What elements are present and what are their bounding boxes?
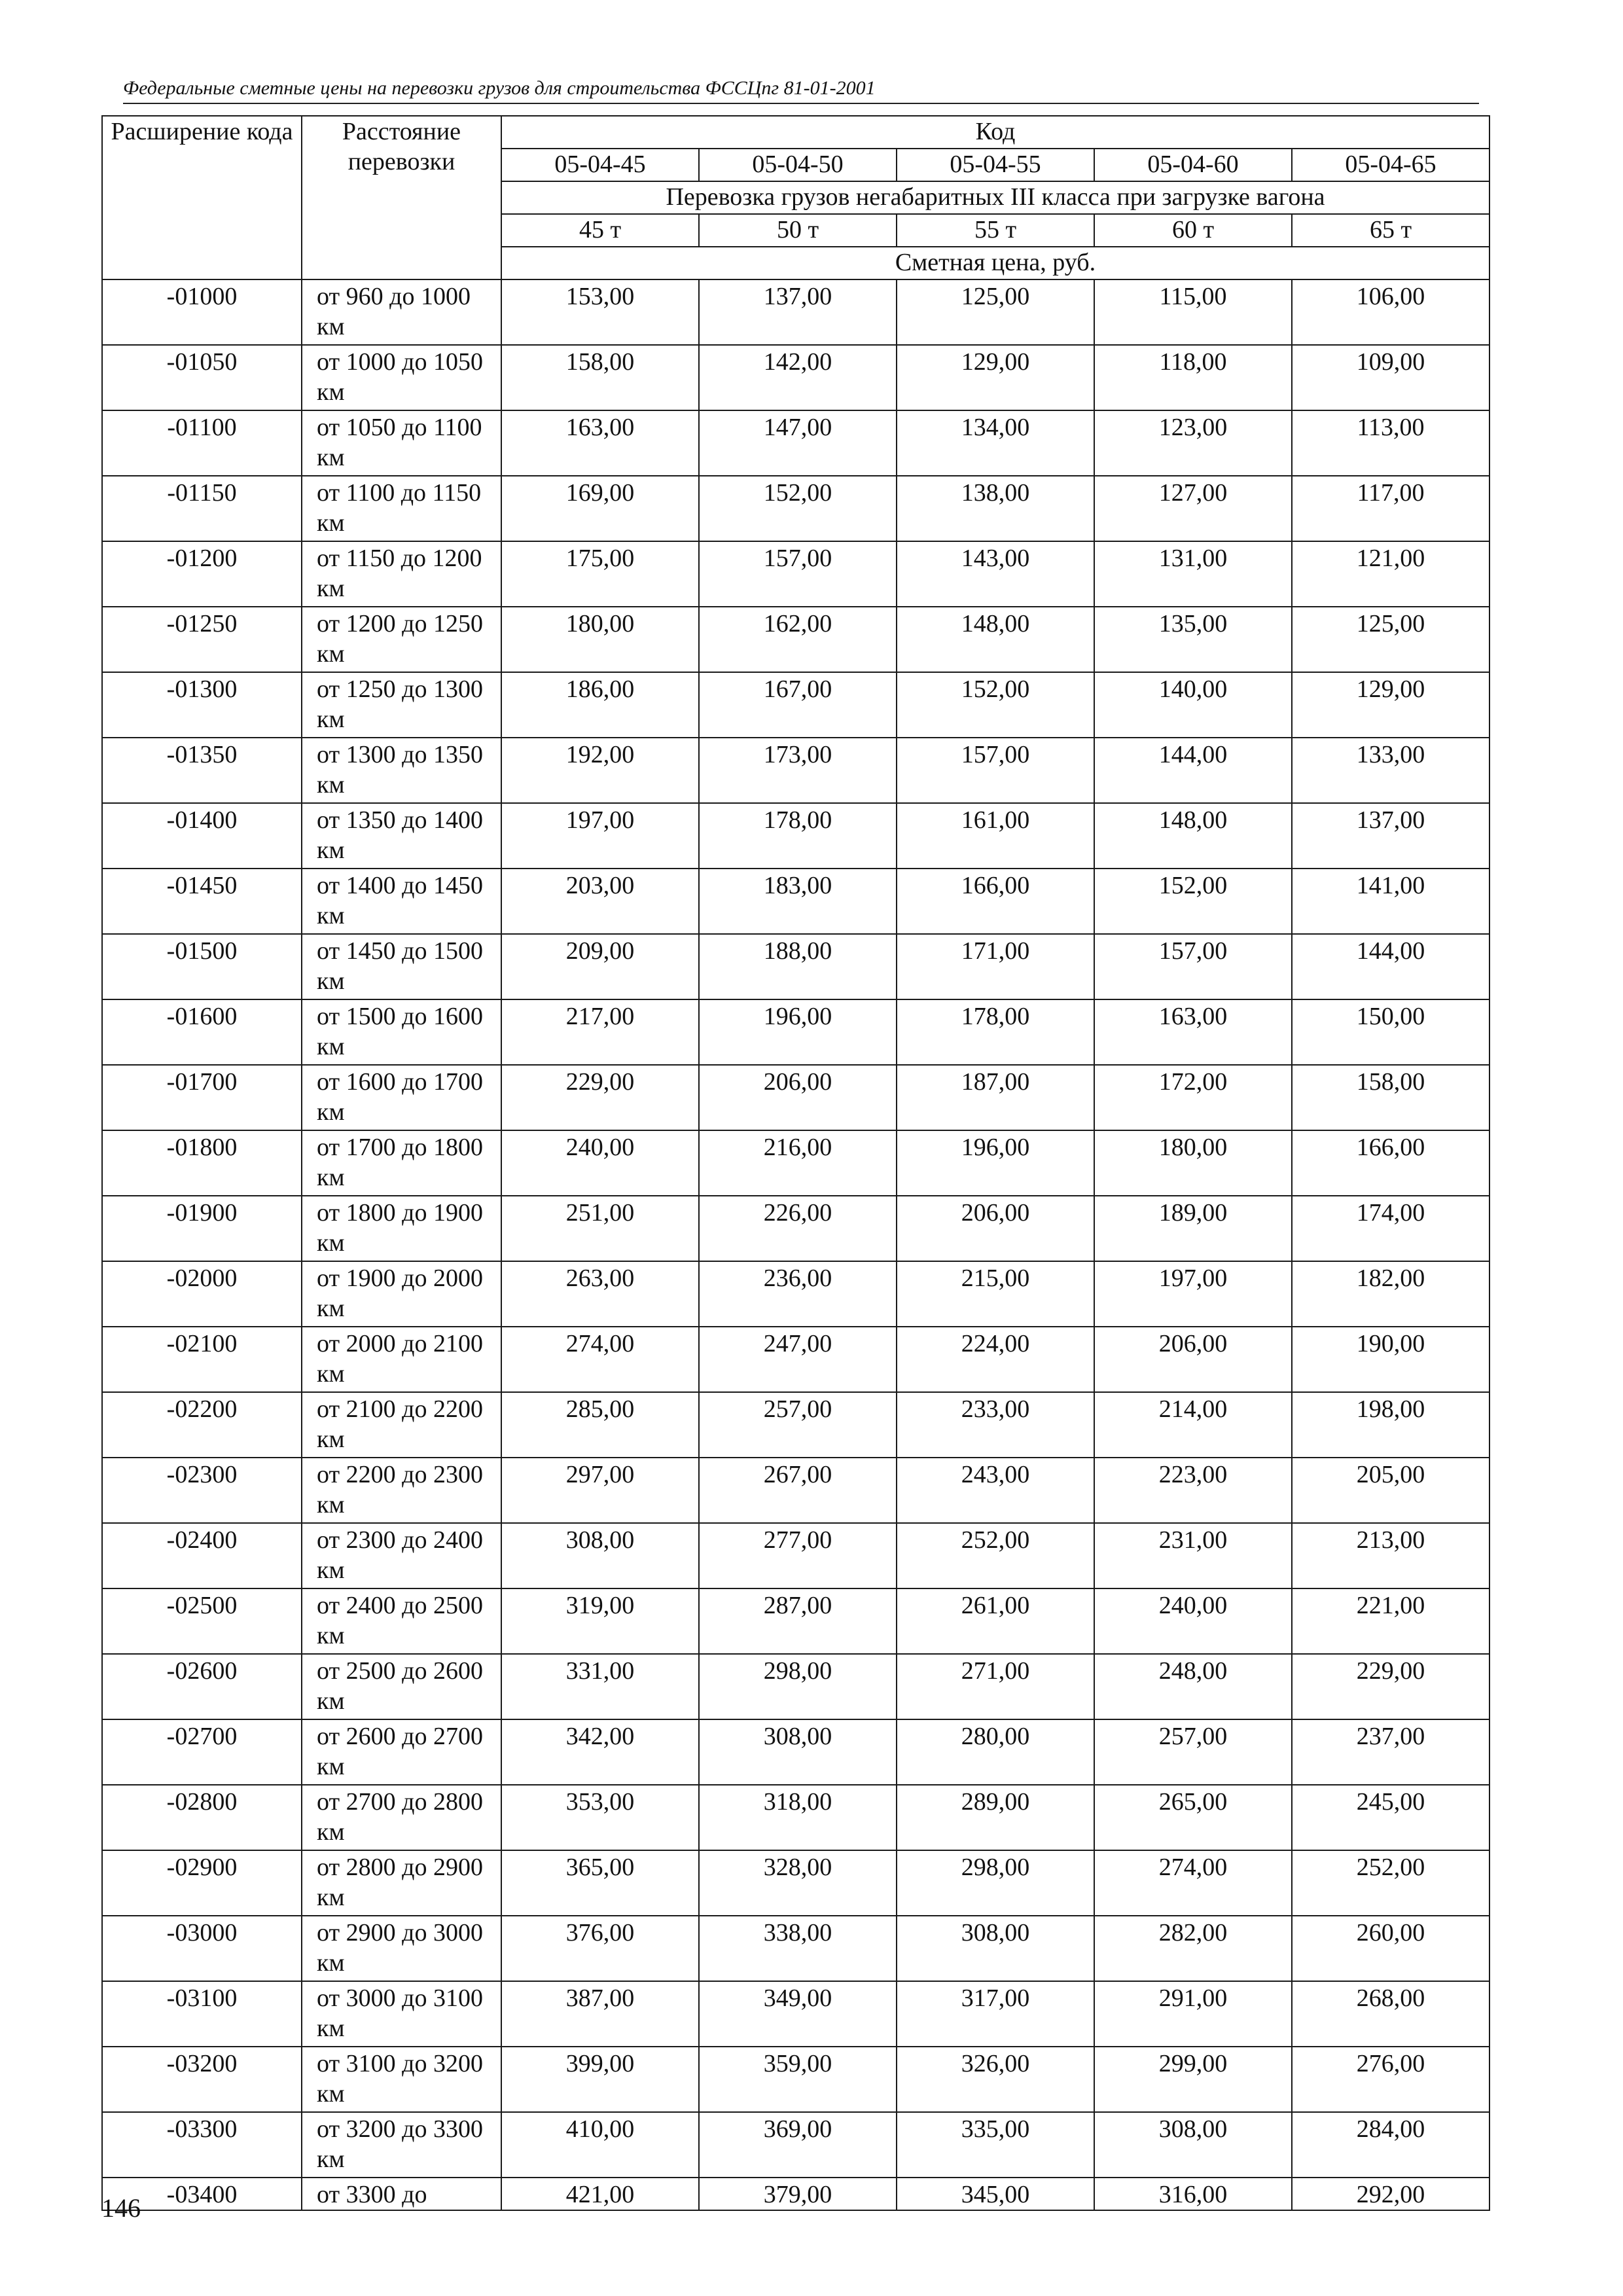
price-cell: 117,00: [1292, 476, 1489, 541]
header-price-label: Сметная цена, руб.: [501, 247, 1489, 279]
price-cell: 267,00: [699, 1458, 897, 1523]
price-cell: 291,00: [1094, 1981, 1292, 2047]
price-cell: 359,00: [699, 2047, 897, 2112]
price-cell: 226,00: [699, 1196, 897, 1261]
price-cell: 137,00: [1292, 803, 1489, 869]
price-cell: 157,00: [897, 738, 1094, 803]
price-table: [101, 115, 1490, 2211]
price-cell: 292,00: [1292, 2178, 1489, 2210]
distance-cell: от 1350 до 1400 км: [302, 803, 501, 869]
price-cell: 115,00: [1094, 279, 1292, 345]
extension-code-cell: -01500: [102, 934, 302, 999]
price-cell: 150,00: [1292, 999, 1489, 1065]
price-cell: 287,00: [699, 1588, 897, 1654]
table-row: [102, 541, 1489, 607]
price-cell: 183,00: [699, 869, 897, 934]
price-cell: 157,00: [699, 541, 897, 607]
distance-cell: от 2700 до 2800 км: [302, 1785, 501, 1850]
extension-code-cell: -02800: [102, 1785, 302, 1850]
price-cell: 206,00: [699, 1065, 897, 1130]
price-cell: 173,00: [699, 738, 897, 803]
price-cell: 182,00: [1292, 1261, 1489, 1327]
price-cell: 203,00: [501, 869, 699, 934]
price-cell: 252,00: [1292, 1850, 1489, 1916]
price-cell: 158,00: [501, 345, 699, 410]
price-cell: 190,00: [1292, 1327, 1489, 1392]
table-row: [102, 803, 1489, 869]
price-cell: 109,00: [1292, 345, 1489, 410]
price-cell: 231,00: [1094, 1523, 1292, 1588]
price-cell: 133,00: [1292, 738, 1489, 803]
distance-cell: от 1150 до 1200 км: [302, 541, 501, 607]
extension-code-cell: -01250: [102, 607, 302, 672]
extension-code-cell: -01900: [102, 1196, 302, 1261]
price-cell: 308,00: [501, 1523, 699, 1588]
extension-code-cell: -01000: [102, 279, 302, 345]
header-rule: [123, 103, 1479, 104]
price-cell: 335,00: [897, 2112, 1094, 2178]
table-row: [102, 1785, 1489, 1850]
distance-cell: от 2900 до 3000 км: [302, 1916, 501, 1981]
distance-cell: от 3200 до 3300 км: [302, 2112, 501, 2178]
price-cell: 162,00: [699, 607, 897, 672]
price-cell: 282,00: [1094, 1916, 1292, 1981]
price-cell: 237,00: [1292, 1719, 1489, 1785]
price-cell: 131,00: [1094, 541, 1292, 607]
table-row: [102, 869, 1489, 934]
price-cell: 274,00: [1094, 1850, 1292, 1916]
price-cell: 152,00: [699, 476, 897, 541]
table-row: [102, 1130, 1489, 1196]
price-cell: 144,00: [1292, 934, 1489, 999]
price-cell: 127,00: [1094, 476, 1292, 541]
price-cell: 274,00: [501, 1327, 699, 1392]
distance-cell: от 2500 до 2600 км: [302, 1654, 501, 1719]
price-cell: 387,00: [501, 1981, 699, 2047]
price-cell: 289,00: [897, 1785, 1094, 1850]
distance-cell: от 2100 до 2200 км: [302, 1392, 501, 1458]
price-cell: 236,00: [699, 1261, 897, 1327]
header-extension-code: Расширение кода: [102, 116, 302, 279]
extension-code-cell: -02700: [102, 1719, 302, 1785]
price-cell: 245,00: [1292, 1785, 1489, 1850]
price-cell: 141,00: [1292, 869, 1489, 934]
distance-cell: от 1400 до 1450 км: [302, 869, 501, 934]
price-cell: 148,00: [897, 607, 1094, 672]
distance-cell: от 1500 до 1600 км: [302, 999, 501, 1065]
price-cell: 247,00: [699, 1327, 897, 1392]
price-cell: 297,00: [501, 1458, 699, 1523]
price-cell: 318,00: [699, 1785, 897, 1850]
price-cell: 134,00: [897, 410, 1094, 476]
running-header: Федеральные сметные цены на перевозки грузов для строительства ФССЦпг 81-01-2001: [123, 77, 876, 99]
price-cell: 243,00: [897, 1458, 1094, 1523]
table-row: [102, 1458, 1489, 1523]
price-cell: 229,00: [1292, 1654, 1489, 1719]
price-cell: 171,00: [897, 934, 1094, 999]
price-cell: 143,00: [897, 541, 1094, 607]
extension-code-cell: -01700: [102, 1065, 302, 1130]
distance-cell: от 2400 до 2500 км: [302, 1588, 501, 1654]
price-cell: 197,00: [1094, 1261, 1292, 1327]
header-code-cell: 05-04-45: [501, 149, 699, 181]
table-row: [102, 410, 1489, 476]
price-cell: 166,00: [1292, 1130, 1489, 1196]
price-cell: 140,00: [1094, 672, 1292, 738]
table-row: [102, 2112, 1489, 2178]
header-description: Перевозка грузов негабаритных III класса при загрузке вагона: [501, 181, 1489, 214]
price-cell: 342,00: [501, 1719, 699, 1785]
distance-cell: от 2800 до 2900 км: [302, 1850, 501, 1916]
price-cell: 248,00: [1094, 1654, 1292, 1719]
distance-cell: от 1200 до 1250 км: [302, 607, 501, 672]
price-cell: 178,00: [699, 803, 897, 869]
distance-cell: от 1100 до 1150 км: [302, 476, 501, 541]
table-row: [102, 1588, 1489, 1654]
distance-cell: от 3100 до 3200 км: [302, 2047, 501, 2112]
table-row: [102, 1261, 1489, 1327]
distance-cell: от 1600 до 1700 км: [302, 1065, 501, 1130]
table-row: [102, 672, 1489, 738]
table-row: [102, 1654, 1489, 1719]
extension-code-cell: -02000: [102, 1261, 302, 1327]
distance-cell: от 1250 до 1300 км: [302, 672, 501, 738]
price-cell: 147,00: [699, 410, 897, 476]
price-cell: 188,00: [699, 934, 897, 999]
price-cell: 257,00: [699, 1392, 897, 1458]
price-cell: 263,00: [501, 1261, 699, 1327]
price-cell: 157,00: [1094, 934, 1292, 999]
price-cell: 152,00: [897, 672, 1094, 738]
price-cell: 142,00: [699, 345, 897, 410]
price-cell: 186,00: [501, 672, 699, 738]
price-cell: 180,00: [1094, 1130, 1292, 1196]
price-cell: 118,00: [1094, 345, 1292, 410]
price-cell: 129,00: [1292, 672, 1489, 738]
extension-code-cell: -01150: [102, 476, 302, 541]
extension-code-cell: -01100: [102, 410, 302, 476]
price-cell: 308,00: [897, 1916, 1094, 1981]
price-cell: 167,00: [699, 672, 897, 738]
price-cell: 349,00: [699, 1981, 897, 2047]
price-cell: 285,00: [501, 1392, 699, 1458]
price-cell: 284,00: [1292, 2112, 1489, 2178]
price-cell: 125,00: [897, 279, 1094, 345]
extension-code-cell: -01300: [102, 672, 302, 738]
table-row: [102, 1523, 1489, 1588]
price-cell: 214,00: [1094, 1392, 1292, 1458]
price-cell: 261,00: [897, 1588, 1094, 1654]
header-code-cell: 05-04-60: [1094, 149, 1292, 181]
price-cell: 135,00: [1094, 607, 1292, 672]
table-row: [102, 279, 1489, 345]
header-distance: Расстояние перевозки: [302, 116, 501, 279]
table-row: [102, 1719, 1489, 1785]
price-cell: 209,00: [501, 934, 699, 999]
header-code: Код: [501, 116, 1489, 149]
price-cell: 365,00: [501, 1850, 699, 1916]
price-cell: 178,00: [897, 999, 1094, 1065]
extension-code-cell: -02600: [102, 1654, 302, 1719]
price-cell: 169,00: [501, 476, 699, 541]
price-cell: 129,00: [897, 345, 1094, 410]
extension-code-cell: -02300: [102, 1458, 302, 1523]
price-cell: 280,00: [897, 1719, 1094, 1785]
price-cell: 277,00: [699, 1523, 897, 1588]
extension-code-cell: -01800: [102, 1130, 302, 1196]
price-cell: 257,00: [1094, 1719, 1292, 1785]
price-cell: 376,00: [501, 1916, 699, 1981]
extension-code-cell: -03300: [102, 2112, 302, 2178]
price-cell: 308,00: [1094, 2112, 1292, 2178]
price-cell: 189,00: [1094, 1196, 1292, 1261]
price-cell: 328,00: [699, 1850, 897, 1916]
page-number: 146: [101, 2193, 141, 2223]
extension-code-cell: -03200: [102, 2047, 302, 2112]
price-cell: 410,00: [501, 2112, 699, 2178]
header-load-cell: 45 т: [501, 214, 699, 247]
price-cell: 276,00: [1292, 2047, 1489, 2112]
price-cell: 326,00: [897, 2047, 1094, 2112]
price-cell: 265,00: [1094, 1785, 1292, 1850]
price-cell: 331,00: [501, 1654, 699, 1719]
extension-code-cell: -02900: [102, 1850, 302, 1916]
price-cell: 138,00: [897, 476, 1094, 541]
distance-cell: от 1450 до 1500 км: [302, 934, 501, 999]
header-load-cell: 50 т: [699, 214, 897, 247]
price-cell: 174,00: [1292, 1196, 1489, 1261]
extension-code-cell: -02500: [102, 1588, 302, 1654]
price-cell: 153,00: [501, 279, 699, 345]
price-cell: 369,00: [699, 2112, 897, 2178]
header-load-cell: 60 т: [1094, 214, 1292, 247]
price-cell: 229,00: [501, 1065, 699, 1130]
price-cell: 240,00: [501, 1130, 699, 1196]
price-cell: 216,00: [699, 1130, 897, 1196]
table-row: [102, 934, 1489, 999]
price-cell: 399,00: [501, 2047, 699, 2112]
price-cell: 233,00: [897, 1392, 1094, 1458]
table-row: [102, 1065, 1489, 1130]
extension-code-cell: -03000: [102, 1916, 302, 1981]
extension-code-cell: -03400: [102, 2178, 302, 2210]
price-cell: 125,00: [1292, 607, 1489, 672]
price-cell: 213,00: [1292, 1523, 1489, 1588]
table-row: [102, 999, 1489, 1065]
price-cell: 221,00: [1292, 1588, 1489, 1654]
price-cell: 224,00: [897, 1327, 1094, 1392]
price-cell: 158,00: [1292, 1065, 1489, 1130]
extension-code-cell: -01050: [102, 345, 302, 410]
price-cell: 175,00: [501, 541, 699, 607]
price-cell: 192,00: [501, 738, 699, 803]
distance-cell: от 2000 до 2100 км: [302, 1327, 501, 1392]
price-cell: 299,00: [1094, 2047, 1292, 2112]
distance-cell: от 3000 до 3100 км: [302, 1981, 501, 2047]
price-cell: 197,00: [501, 803, 699, 869]
price-cell: 251,00: [501, 1196, 699, 1261]
price-cell: 106,00: [1292, 279, 1489, 345]
header-load-cell: 55 т: [897, 214, 1094, 247]
price-cell: 152,00: [1094, 869, 1292, 934]
header-code-cell: 05-04-65: [1292, 149, 1489, 181]
table-row: [102, 2178, 1489, 2210]
table-row: [102, 1981, 1489, 2047]
price-cell: 345,00: [897, 2178, 1094, 2210]
distance-cell: от 1050 до 1100 км: [302, 410, 501, 476]
price-cell: 308,00: [699, 1719, 897, 1785]
price-cell: 317,00: [897, 1981, 1094, 2047]
extension-code-cell: -02100: [102, 1327, 302, 1392]
price-cell: 338,00: [699, 1916, 897, 1981]
table-row: [102, 1850, 1489, 1916]
price-cell: 206,00: [1094, 1327, 1292, 1392]
distance-cell: от 2600 до 2700 км: [302, 1719, 501, 1785]
price-cell: 240,00: [1094, 1588, 1292, 1654]
price-cell: 298,00: [699, 1654, 897, 1719]
distance-cell: от 3300 до: [302, 2178, 501, 2210]
table-row: [102, 1916, 1489, 1981]
price-cell: 316,00: [1094, 2178, 1292, 2210]
header-code-cell: 05-04-50: [699, 149, 897, 181]
extension-code-cell: -01450: [102, 869, 302, 934]
price-cell: 172,00: [1094, 1065, 1292, 1130]
extension-code-cell: -01400: [102, 803, 302, 869]
price-cell: 268,00: [1292, 1981, 1489, 2047]
price-cell: 180,00: [501, 607, 699, 672]
price-cell: 148,00: [1094, 803, 1292, 869]
header-code-cell: 05-04-55: [897, 149, 1094, 181]
distance-cell: от 1000 до 1050 км: [302, 345, 501, 410]
distance-cell: от 1300 до 1350 км: [302, 738, 501, 803]
price-cell: 137,00: [699, 279, 897, 345]
price-cell: 161,00: [897, 803, 1094, 869]
price-cell: 166,00: [897, 869, 1094, 934]
price-cell: 217,00: [501, 999, 699, 1065]
distance-cell: от 1700 до 1800 км: [302, 1130, 501, 1196]
price-cell: 121,00: [1292, 541, 1489, 607]
price-cell: 252,00: [897, 1523, 1094, 1588]
distance-cell: от 2300 до 2400 км: [302, 1523, 501, 1588]
price-cell: 163,00: [1094, 999, 1292, 1065]
price-cell: 353,00: [501, 1785, 699, 1850]
table-row: [102, 738, 1489, 803]
price-cell: 113,00: [1292, 410, 1489, 476]
price-cell: 123,00: [1094, 410, 1292, 476]
table-row: [102, 1392, 1489, 1458]
extension-code-cell: -02200: [102, 1392, 302, 1458]
table-row: [102, 1327, 1489, 1392]
price-cell: 379,00: [699, 2178, 897, 2210]
price-cell: 196,00: [897, 1130, 1094, 1196]
price-cell: 144,00: [1094, 738, 1292, 803]
header-load-cell: 65 т: [1292, 214, 1489, 247]
price-cell: 205,00: [1292, 1458, 1489, 1523]
table-row: [102, 476, 1489, 541]
extension-code-cell: -02400: [102, 1523, 302, 1588]
distance-cell: от 2200 до 2300 км: [302, 1458, 501, 1523]
price-cell: 187,00: [897, 1065, 1094, 1130]
distance-cell: от 1900 до 2000 км: [302, 1261, 501, 1327]
price-cell: 163,00: [501, 410, 699, 476]
price-cell: 206,00: [897, 1196, 1094, 1261]
price-cell: 298,00: [897, 1850, 1094, 1916]
table-body: [102, 279, 1489, 2210]
table-row: [102, 345, 1489, 410]
price-cell: 319,00: [501, 1588, 699, 1654]
price-cell: 223,00: [1094, 1458, 1292, 1523]
price-cell: 196,00: [699, 999, 897, 1065]
extension-code-cell: -01350: [102, 738, 302, 803]
price-cell: 421,00: [501, 2178, 699, 2210]
distance-cell: от 1800 до 1900 км: [302, 1196, 501, 1261]
table-row: [102, 1196, 1489, 1261]
price-cell: 198,00: [1292, 1392, 1489, 1458]
table-row: [102, 2047, 1489, 2112]
extension-code-cell: -01200: [102, 541, 302, 607]
price-cell: 215,00: [897, 1261, 1094, 1327]
price-cell: 260,00: [1292, 1916, 1489, 1981]
extension-code-cell: -01600: [102, 999, 302, 1065]
price-cell: 271,00: [897, 1654, 1094, 1719]
distance-cell: от 960 до 1000 км: [302, 279, 501, 345]
table-row: [102, 607, 1489, 672]
extension-code-cell: -03100: [102, 1981, 302, 2047]
